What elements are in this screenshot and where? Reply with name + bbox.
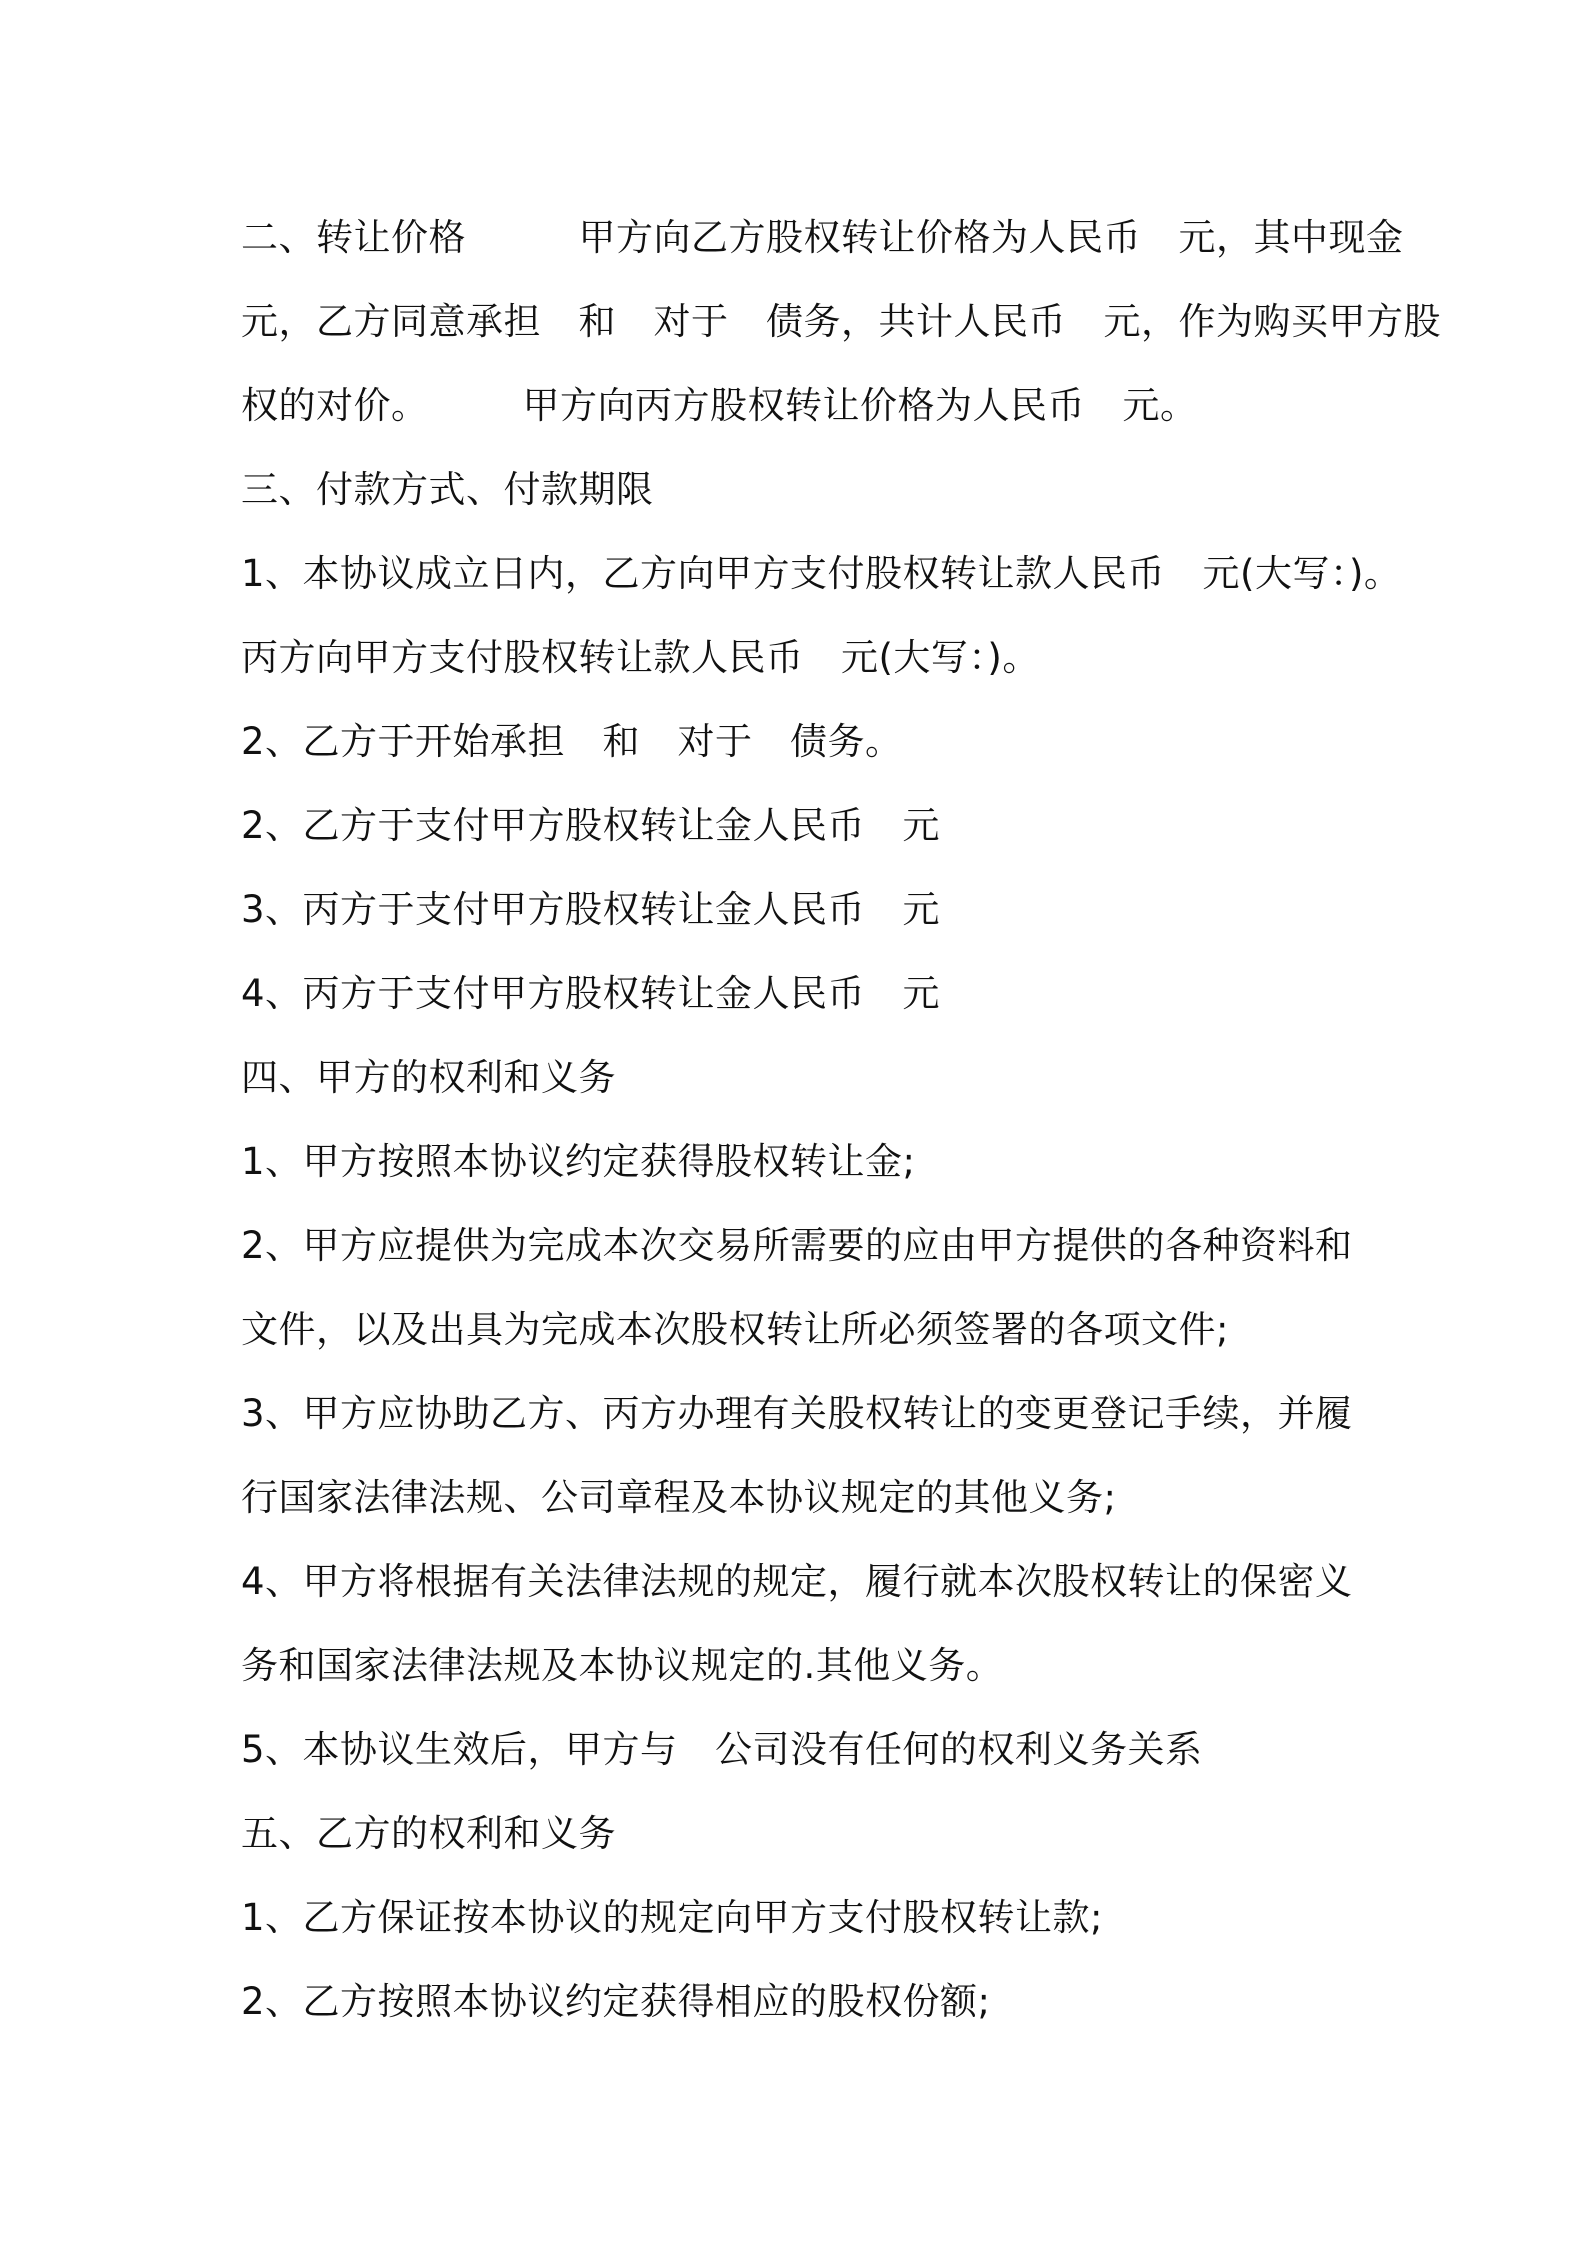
- text-line: 3、甲方应协助乙方、丙方办理有关股权转让的变更登记手续，并履: [241, 1392, 1353, 1435]
- text-line: 元，乙方同意承担 和 对于 债务，共计人民币 元，作为购买甲方股: [241, 300, 1441, 343]
- document-body: [241, 196, 1441, 2044]
- text-line: 4、甲方将根据有关法律法规的规定，履行就本次股权转让的保密义: [241, 1560, 1353, 1603]
- text-line: 文件，以及出具为完成本次股权转让所必须签署的各项文件;: [241, 1308, 1229, 1351]
- text-line: 3、丙方于支付甲方股权转让金人民币 元: [241, 888, 941, 931]
- text-line: 1、甲方按照本协议约定获得股权转让金;: [241, 1140, 916, 1183]
- text-line: 4、丙方于支付甲方股权转让金人民币 元: [241, 972, 941, 1015]
- text-line: 2、甲方应提供为完成本次交易所需要的应由甲方提供的各种资料和: [241, 1224, 1353, 1267]
- text-line: 权的对价。 甲方向丙方股权转让价格为人民币 元。: [241, 384, 1198, 427]
- section-heading: 四、甲方的权利和义务: [241, 1056, 616, 1099]
- text-line: 行国家法律法规、公司章程及本协议规定的其他义务;: [241, 1476, 1117, 1519]
- text-line: 1、乙方保证按本协议的规定向甲方支付股权转让款;: [241, 1896, 1104, 1939]
- text-line: 1、本协议成立日内，乙方向甲方支付股权转让款人民币 元(大写：)。: [241, 552, 1402, 595]
- text-line: 2、乙方按照本协议约定获得相应的股权份额;: [241, 1980, 991, 2023]
- section-heading: 五、乙方的权利和义务: [241, 1812, 616, 1855]
- text-line: 2、乙方于开始承担 和 对于 债务。: [241, 720, 903, 763]
- text-line: 务和国家法律法规及本协议规定的.其他义务。: [241, 1644, 1004, 1687]
- text-line: 2、乙方于支付甲方股权转让金人民币 元: [241, 804, 941, 847]
- text-line: 丙方向甲方支付股权转让款人民币 元(大写：)。: [241, 636, 1040, 679]
- section-heading: 三、付款方式、付款期限: [241, 468, 654, 511]
- text-line: 5、本协议生效后，甲方与 公司没有任何的权利义务关系: [241, 1728, 1203, 1771]
- text-line: 二、转让价格 甲方向乙方股权转让价格为人民币 元，其中现金: [241, 216, 1404, 259]
